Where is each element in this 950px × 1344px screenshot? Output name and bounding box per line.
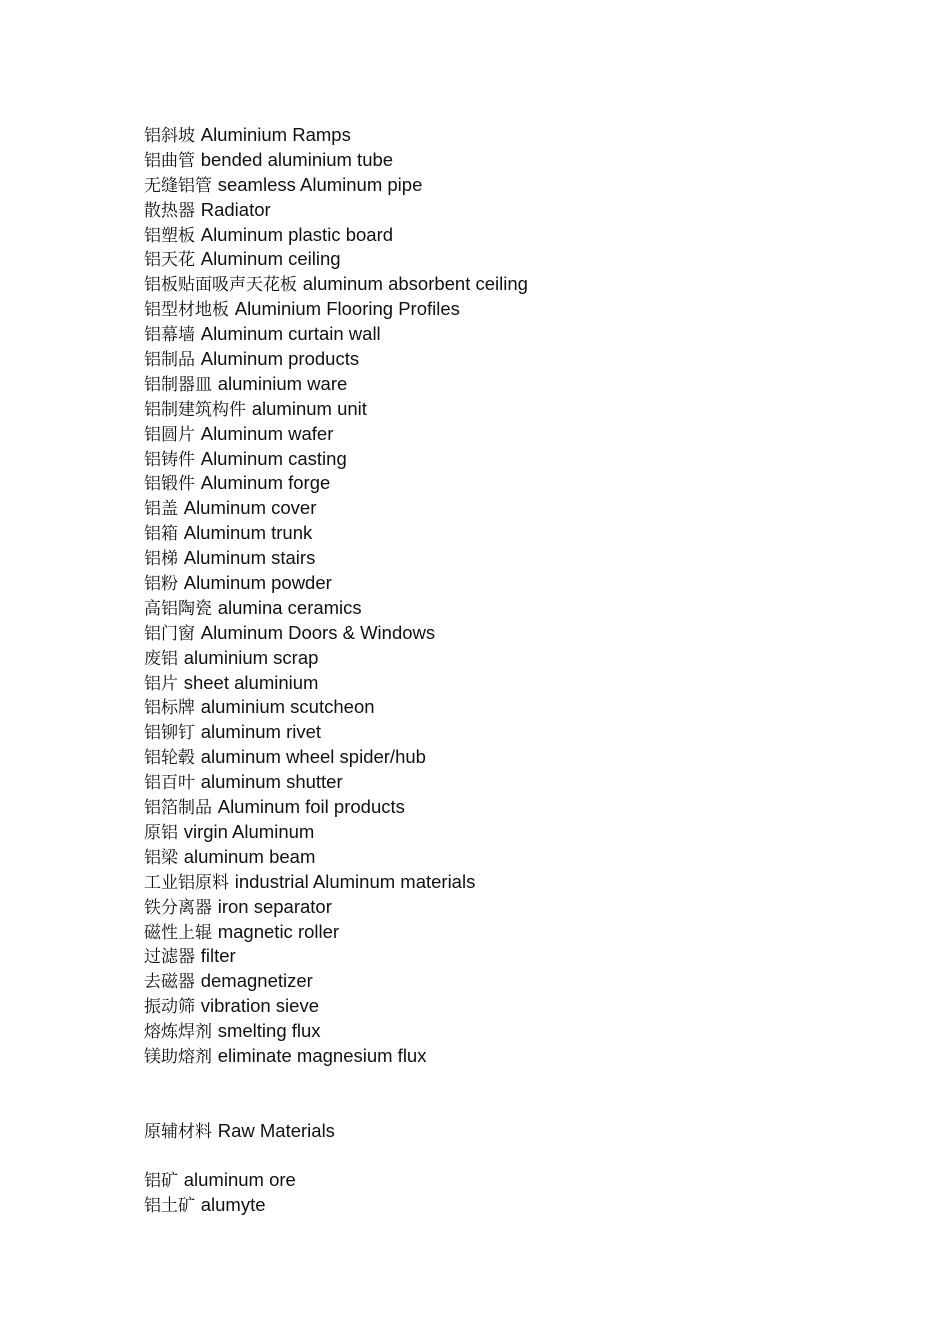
term-chinese: 铝门窗 <box>144 623 195 644</box>
term-line <box>144 820 844 845</box>
term-chinese: 铝型材地板 <box>144 300 229 321</box>
term-chinese: 散热器 <box>144 200 195 221</box>
section-heading-cn: 原辅材料 <box>144 1121 212 1142</box>
term-chinese: 过滤器 <box>144 947 195 968</box>
term-line <box>144 944 844 969</box>
blank-line <box>144 1069 844 1094</box>
term-chinese: 铝轮毂 <box>144 748 195 769</box>
blank-line <box>144 1144 844 1169</box>
term-line <box>144 1019 844 1044</box>
term-line <box>144 247 844 272</box>
term-line <box>144 471 844 496</box>
term-line <box>144 770 844 795</box>
term-english: virgin Aluminum <box>183 820 315 842</box>
term-line <box>144 969 844 994</box>
term-english: bended aluminium tube <box>200 148 394 170</box>
term-english: magnetic roller <box>217 920 340 942</box>
term-chinese: 铝制品 <box>144 350 195 371</box>
term-chinese: 铝梯 <box>144 549 178 570</box>
term-english: Aluminum plastic board <box>200 223 394 245</box>
term-english: Aluminum powder <box>183 572 332 594</box>
term-line <box>144 198 844 223</box>
term-chinese: 铝土矿 <box>144 1196 195 1217</box>
term-chinese: 熔炼焊剂 <box>144 1022 212 1043</box>
term-english: aluminium scrap <box>183 646 319 668</box>
term-chinese: 原铝 <box>144 822 178 843</box>
term-english: aluminum beam <box>183 845 316 867</box>
term-list <box>144 123 844 1218</box>
term-line <box>144 671 844 696</box>
term-english: Radiator <box>200 198 271 220</box>
term-line <box>144 795 844 820</box>
term-english: Aluminum forge <box>200 472 331 494</box>
term-chinese: 镁助熔剂 <box>144 1046 212 1067</box>
term-chinese: 铝锻件 <box>144 474 195 495</box>
term-chinese: 铝箔制品 <box>144 798 212 819</box>
term-line <box>144 1193 844 1218</box>
term-line <box>144 422 844 447</box>
term-line <box>144 297 844 322</box>
term-chinese: 铝塑板 <box>144 225 195 246</box>
term-chinese: 废铝 <box>144 648 178 669</box>
term-chinese: 铝标牌 <box>144 698 195 719</box>
term-english: Aluminum curtain wall <box>200 323 381 345</box>
term-chinese: 铝天花 <box>144 250 195 271</box>
term-english: Aluminium Flooring Profiles <box>234 298 460 320</box>
term-line <box>144 123 844 148</box>
term-english: Aluminum Doors & Windows <box>200 621 436 643</box>
term-english: sheet aluminium <box>183 671 319 693</box>
term-line <box>144 646 844 671</box>
term-line <box>144 148 844 173</box>
term-chinese: 铝梁 <box>144 847 178 868</box>
term-english: aluminum shutter <box>200 771 343 793</box>
term-chinese: 铝制建筑构件 <box>144 399 246 420</box>
term-chinese: 铝片 <box>144 673 178 694</box>
term-english: Aluminum foil products <box>217 796 405 818</box>
term-english: aluminum unit <box>251 397 367 419</box>
term-chinese: 铝矿 <box>144 1171 178 1192</box>
term-line <box>144 272 844 297</box>
blank-line <box>144 1094 844 1119</box>
term-line <box>144 223 844 248</box>
term-chinese: 振动筛 <box>144 997 195 1018</box>
term-english: eliminate magnesium flux <box>217 1044 427 1066</box>
term-english: aluminum wheel spider/hub <box>200 746 426 768</box>
term-english: aluminum rivet <box>200 721 322 743</box>
term-line <box>144 347 844 372</box>
term-line <box>144 596 844 621</box>
term-line <box>144 720 844 745</box>
term-chinese: 铝斜坡 <box>144 126 195 146</box>
term-line <box>144 994 844 1019</box>
term-line <box>144 1168 844 1193</box>
term-english: Aluminum products <box>200 348 360 370</box>
term-line <box>144 397 844 422</box>
term-english: aluminium ware <box>217 372 348 394</box>
term-english: Aluminum trunk <box>183 522 313 544</box>
term-english: aluminum absorbent ceiling <box>302 273 528 295</box>
term-chinese: 去磁器 <box>144 972 195 993</box>
term-chinese: 铁分离器 <box>144 897 212 918</box>
term-english: Aluminum wafer <box>200 422 334 444</box>
term-line <box>144 1044 844 1069</box>
term-chinese: 铝铸件 <box>144 449 195 470</box>
term-line <box>144 870 844 895</box>
term-english: demagnetizer <box>200 970 313 992</box>
term-line <box>144 173 844 198</box>
term-english: filter <box>200 945 236 967</box>
term-chinese: 铝板贴面吸声天花板 <box>144 275 297 296</box>
term-english: iron separator <box>217 895 332 917</box>
term-chinese: 高铝陶瓷 <box>144 598 212 619</box>
section-heading <box>144 1119 844 1144</box>
term-chinese: 铝制器皿 <box>144 374 212 395</box>
term-english: alumina ceramics <box>217 596 362 618</box>
term-english: vibration sieve <box>200 995 319 1017</box>
term-chinese: 铝曲管 <box>144 150 195 171</box>
term-line <box>144 695 844 720</box>
term-line <box>144 571 844 596</box>
term-english: Aluminum cover <box>183 497 317 519</box>
raw-material-terms <box>144 1168 844 1218</box>
term-line <box>144 845 844 870</box>
term-chinese: 磁性上辊 <box>144 922 212 943</box>
term-line <box>144 322 844 347</box>
term-english: Aluminum ceiling <box>200 248 341 270</box>
term-chinese: 铝圆片 <box>144 424 195 445</box>
term-english: industrial Aluminum materials <box>234 870 476 892</box>
term-english: aluminium scutcheon <box>200 696 375 718</box>
term-english: alumyte <box>200 1194 266 1216</box>
term-chinese: 铝盖 <box>144 499 178 520</box>
term-english: Aluminium Ramps <box>200 124 351 145</box>
term-line <box>144 372 844 397</box>
term-line <box>144 920 844 945</box>
term-chinese: 无缝铝管 <box>144 175 212 196</box>
term-chinese: 铝幕墙 <box>144 325 195 346</box>
term-english: Aluminum casting <box>200 447 347 469</box>
term-english: smelting flux <box>217 1020 321 1042</box>
term-chinese: 铝百叶 <box>144 773 195 794</box>
term-chinese: 铝铆钉 <box>144 723 195 744</box>
term-line <box>144 621 844 646</box>
term-line <box>144 895 844 920</box>
term-english: Aluminum stairs <box>183 547 316 569</box>
term-chinese: 铝粉 <box>144 574 178 595</box>
term-english: seamless Aluminum pipe <box>217 173 423 195</box>
term-line <box>144 447 844 472</box>
term-chinese: 铝箱 <box>144 524 178 545</box>
section-heading-en: Raw Materials <box>217 1119 335 1141</box>
term-line <box>144 745 844 770</box>
term-chinese: 工业铝原料 <box>144 872 229 893</box>
term-line <box>144 496 844 521</box>
term-line <box>144 521 844 546</box>
term-line <box>144 546 844 571</box>
product-terms <box>144 123 844 1069</box>
term-english: aluminum ore <box>183 1169 296 1191</box>
